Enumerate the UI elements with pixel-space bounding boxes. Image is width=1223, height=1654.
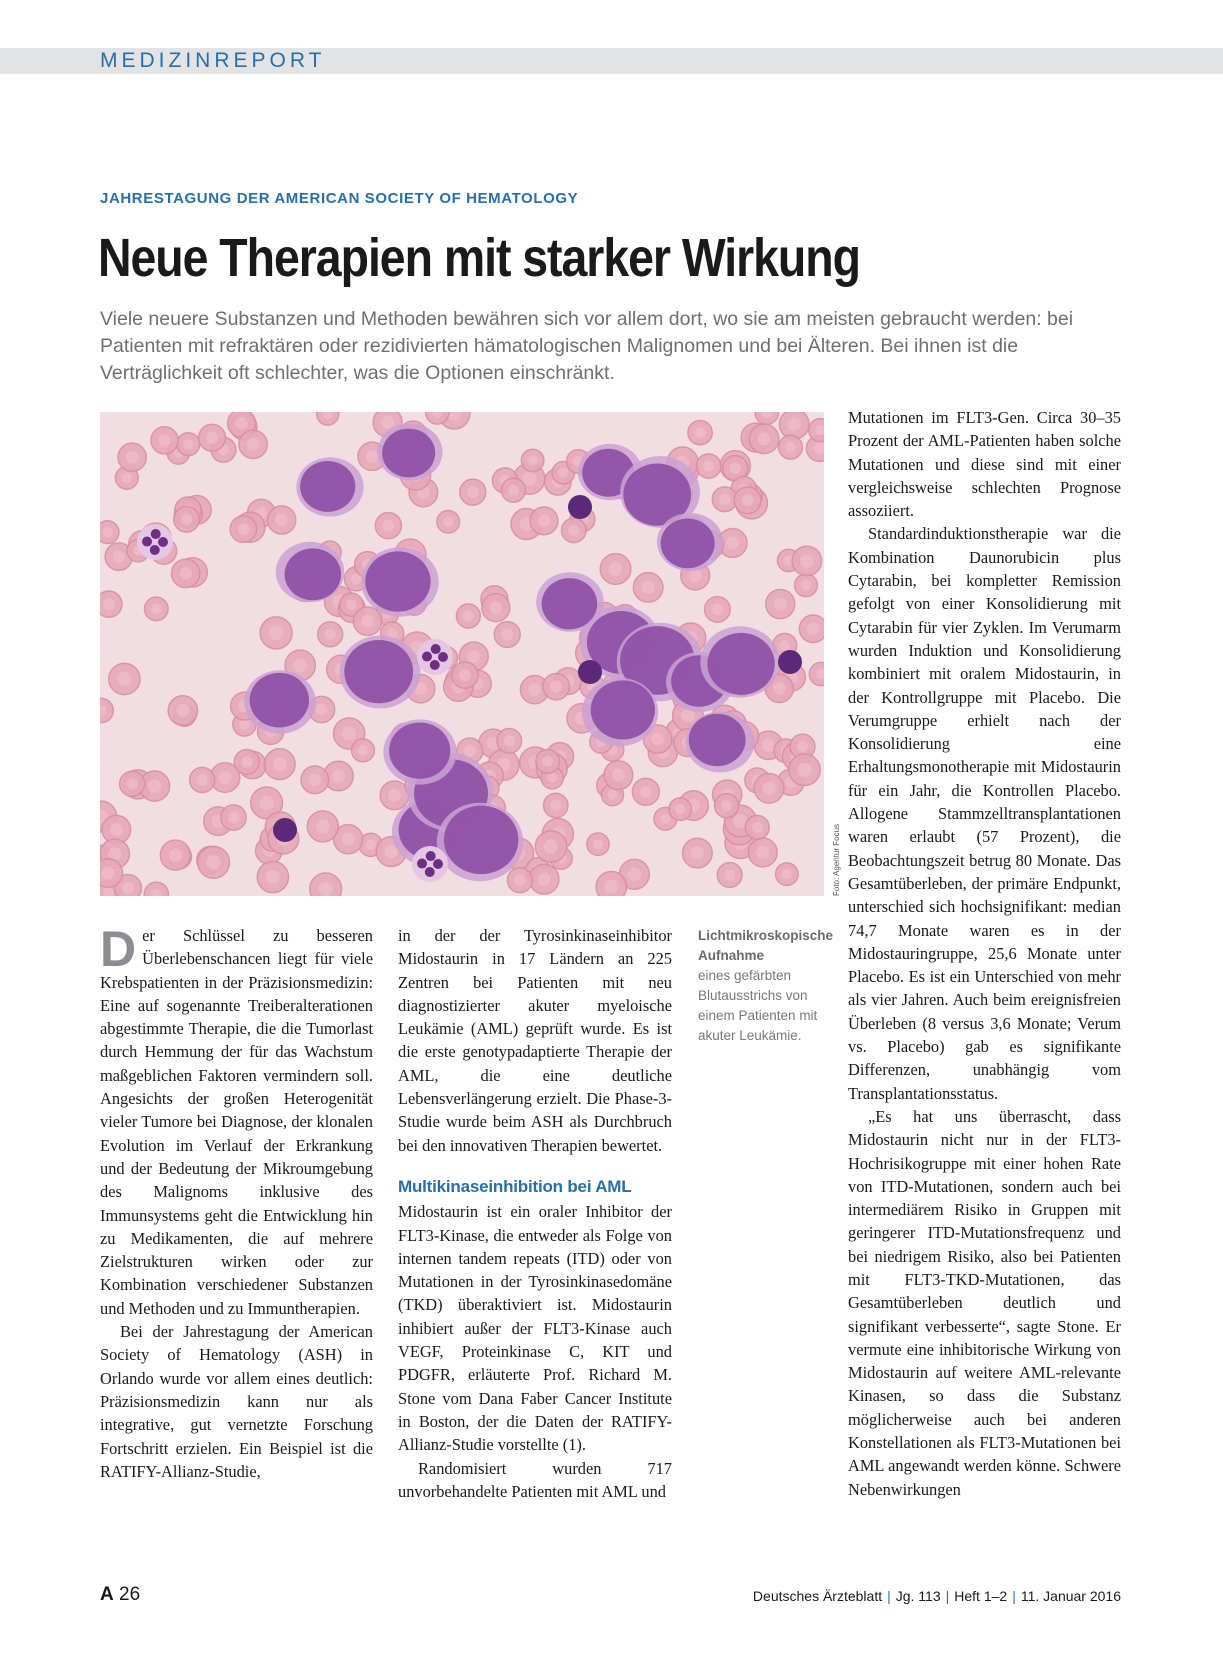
journal-volume: Jg. 113 — [895, 1588, 941, 1604]
photo-caption — [698, 926, 834, 1046]
journal-name: Deutsches Ärzteblatt — [752, 1588, 883, 1604]
body-paragraph: Standardinduktionstherapie war die Kombination Daunorubicin plus Cytarabin, bei kompletter Remission gefolgt von einer Konsolidierung mit Cytarabin für vier Zyklen. Im Verumarm wurden Induktion und Konsolidierung kombiniert mit oralem Midostaurin, in der Kontrollgruppe mit Placebo. Die Verumgruppe erhielt nach der Konsolidierung eine Erhaltungsmonotherapie mit Midostaurin für ein Jahr, die Kontrollen Placebo. Allogene Stammzelltransplantationen waren erlaubt (57 Prozent), die Beobachtungszeit betrug 80 Monate. Das Gesamtüberleben, der primäre Endpunkt, unterschied sich hochsignifikant: median 74,7 Monate waren es in der Midostauringruppe, 25,6 Monate unter Placebo. Es ist ein Unterschied von mehr als vier Jahren. Auch beim ereignisfreien Überleben (8 versus 3,6 Monate; Verum vs. Placebo) gab es signifikante Differenzen, unabhängig vom Transplantationsstatus. — [848, 524, 1121, 1103]
body-column-2 — [398, 924, 672, 1503]
caption-title: Lichtmikroskopische Aufnahme — [698, 928, 834, 963]
body-paragraph: Randomisiert wurden 717 unvorbehandelte Patienten mit AML und — [398, 1458, 672, 1501]
caption-text: eines gefärbten Blutausstrichs von einem Patienten mit akuter Leukämie. — [698, 968, 818, 1043]
body-paragraph: Bei der Jahrestagung der American Society of Hematology (ASH) in Orlando wurde vor allem eines deutlich: Präzisionsmedizin kann nur als integrative, gut vernetzte Forschung Fortschritt erzielen. Ein Beispiel ist die RATIFY-Allianz-Studie, — [100, 1322, 373, 1481]
article-headline: Neue Therapien mit starker Wirkung — [98, 228, 860, 288]
article-kicker: JAHRESTAGUNG DER AMERICAN SOCIETY OF HEMATOLOGY — [100, 190, 579, 207]
section-label: MEDIZINREPORT — [100, 49, 326, 72]
body-column-4 — [848, 406, 1121, 1501]
journal-footer: Deutsches Ärzteblatt | Jg. 113 | Heft 1–2 | 11. Januar 2016 — [752, 1588, 1121, 1604]
microscopy-image — [100, 412, 824, 896]
body-paragraph: in der der Tyrosinkinaseinhibitor Midostaurin in 17 Ländern an 225 Zentren bei Patienten mit neu diagnostizierter akuter myeloische Leukämie (AML) geprüft wurde. Es ist die erste genotypadaptierte Therapie der AML, die eine deutliche Lebensverlängerung erzielt. Die Phase-3-Studie wurde beim ASH als Durchbruch bei den innovativen Therapien bewertet. — [398, 926, 672, 1155]
paragraph-text: er Schlüssel zu besseren Überlebenschancen liegt für viele Krebspatienten in der Präzisionsmedizin: Eine auf sogenannte Treiberalterationen abgestimmte Therapie, die die Tumorlast durch Hemmung der für das Wachstum maßgeblichen Faktoren vermindern soll. Angesichts der großen Heterogenität vieler Tumore bei Diagnose, der klonalen Evolution im Verlauf der Erkrankung und der Bedeutung der Mikroumgebung des Malignoms inklusive des Immunsystems geht die Entwicklung hin zu Medikamenten, die auf mehrere Zielstrukturen wirken oder zur Kombination verschiedener Substanzen und Methoden und zu Immuntherapien. — [100, 926, 373, 1318]
body-paragraph: Mutationen im FLT3-Gen. Circa 30–35 Prozent der AML-Patienten haben solche Mutationen und diese sind mit einer vergleichsweise schlechten Prognose assoziiert. — [848, 408, 1121, 521]
page-prefix: A — [100, 1584, 114, 1605]
drop-cap: D — [100, 921, 137, 977]
blood-smear-photo — [100, 412, 824, 896]
journal-date: 11. Januar 2016 — [1020, 1588, 1121, 1604]
photo-credit: Foto: Agentur Focus — [832, 823, 841, 896]
body-column-1 — [100, 921, 373, 1483]
section-subhead: Multikinaseinhibition bei AML — [398, 1176, 632, 1196]
body-paragraph — [100, 921, 373, 1320]
page-number — [100, 1584, 140, 1606]
body-paragraph: Midostaurin ist ein oraler Inhibitor der FLT3-Kinase, die entweder als Folge von internen tandem repeats (ITD) oder von Mutationen in der Tyrosinkinasedomäne (TKD) überaktiviert ist. Midostaurin inhibiert außer der FLT3-Kinase auch VEGF, Proteinkinase C, KIT und PDGFR, erläuterte Prof. Richard M. Stone vom Dana Faber Cancer Institute in Boston, der die Daten der RATIFY-Allianz-Studie vorstellte (1). — [398, 1202, 672, 1455]
body-paragraph: „Es hat uns überrascht, dass Midostaurin nicht nur in der FLT3-Hochrisikogruppe mit einer hohen Rate von ITD-Mutationen, sondern auch bei intermediärem Risiko in Gruppen mit geringerer ITD-Mutationsfrequenz und bei niedrigem Risiko, also bei Patienten mit FLT3-TKD-Mutationen, das Gesamtüberleben deutlich und signifikant verbesserte“, sagte Stone. Er vermute eine inhibitorische Wirkung von Midostaurin auf weitere AML-relevante Kinasen, so dass die Substanz möglicherweise auch bei anderen Konstellationen als FLT3-Mutationen bei AML angewandt werden könne. Schwere Nebenwirkungen — [848, 1106, 1121, 1499]
page-number-value: 26 — [119, 1584, 141, 1605]
article-lede: Viele neuere Substanzen und Methoden bewähren sich vor allem dort, wo sie am meisten gebraucht werden: bei Patienten mit refraktären oder rezidivierten hämatologischen Malignomen und bei Älteren. Bei ihnen ist die Verträglichkeit oft schlechter, was die Optionen einschränkt. — [100, 308, 1074, 384]
journal-issue: Heft 1–2 — [954, 1588, 1008, 1604]
